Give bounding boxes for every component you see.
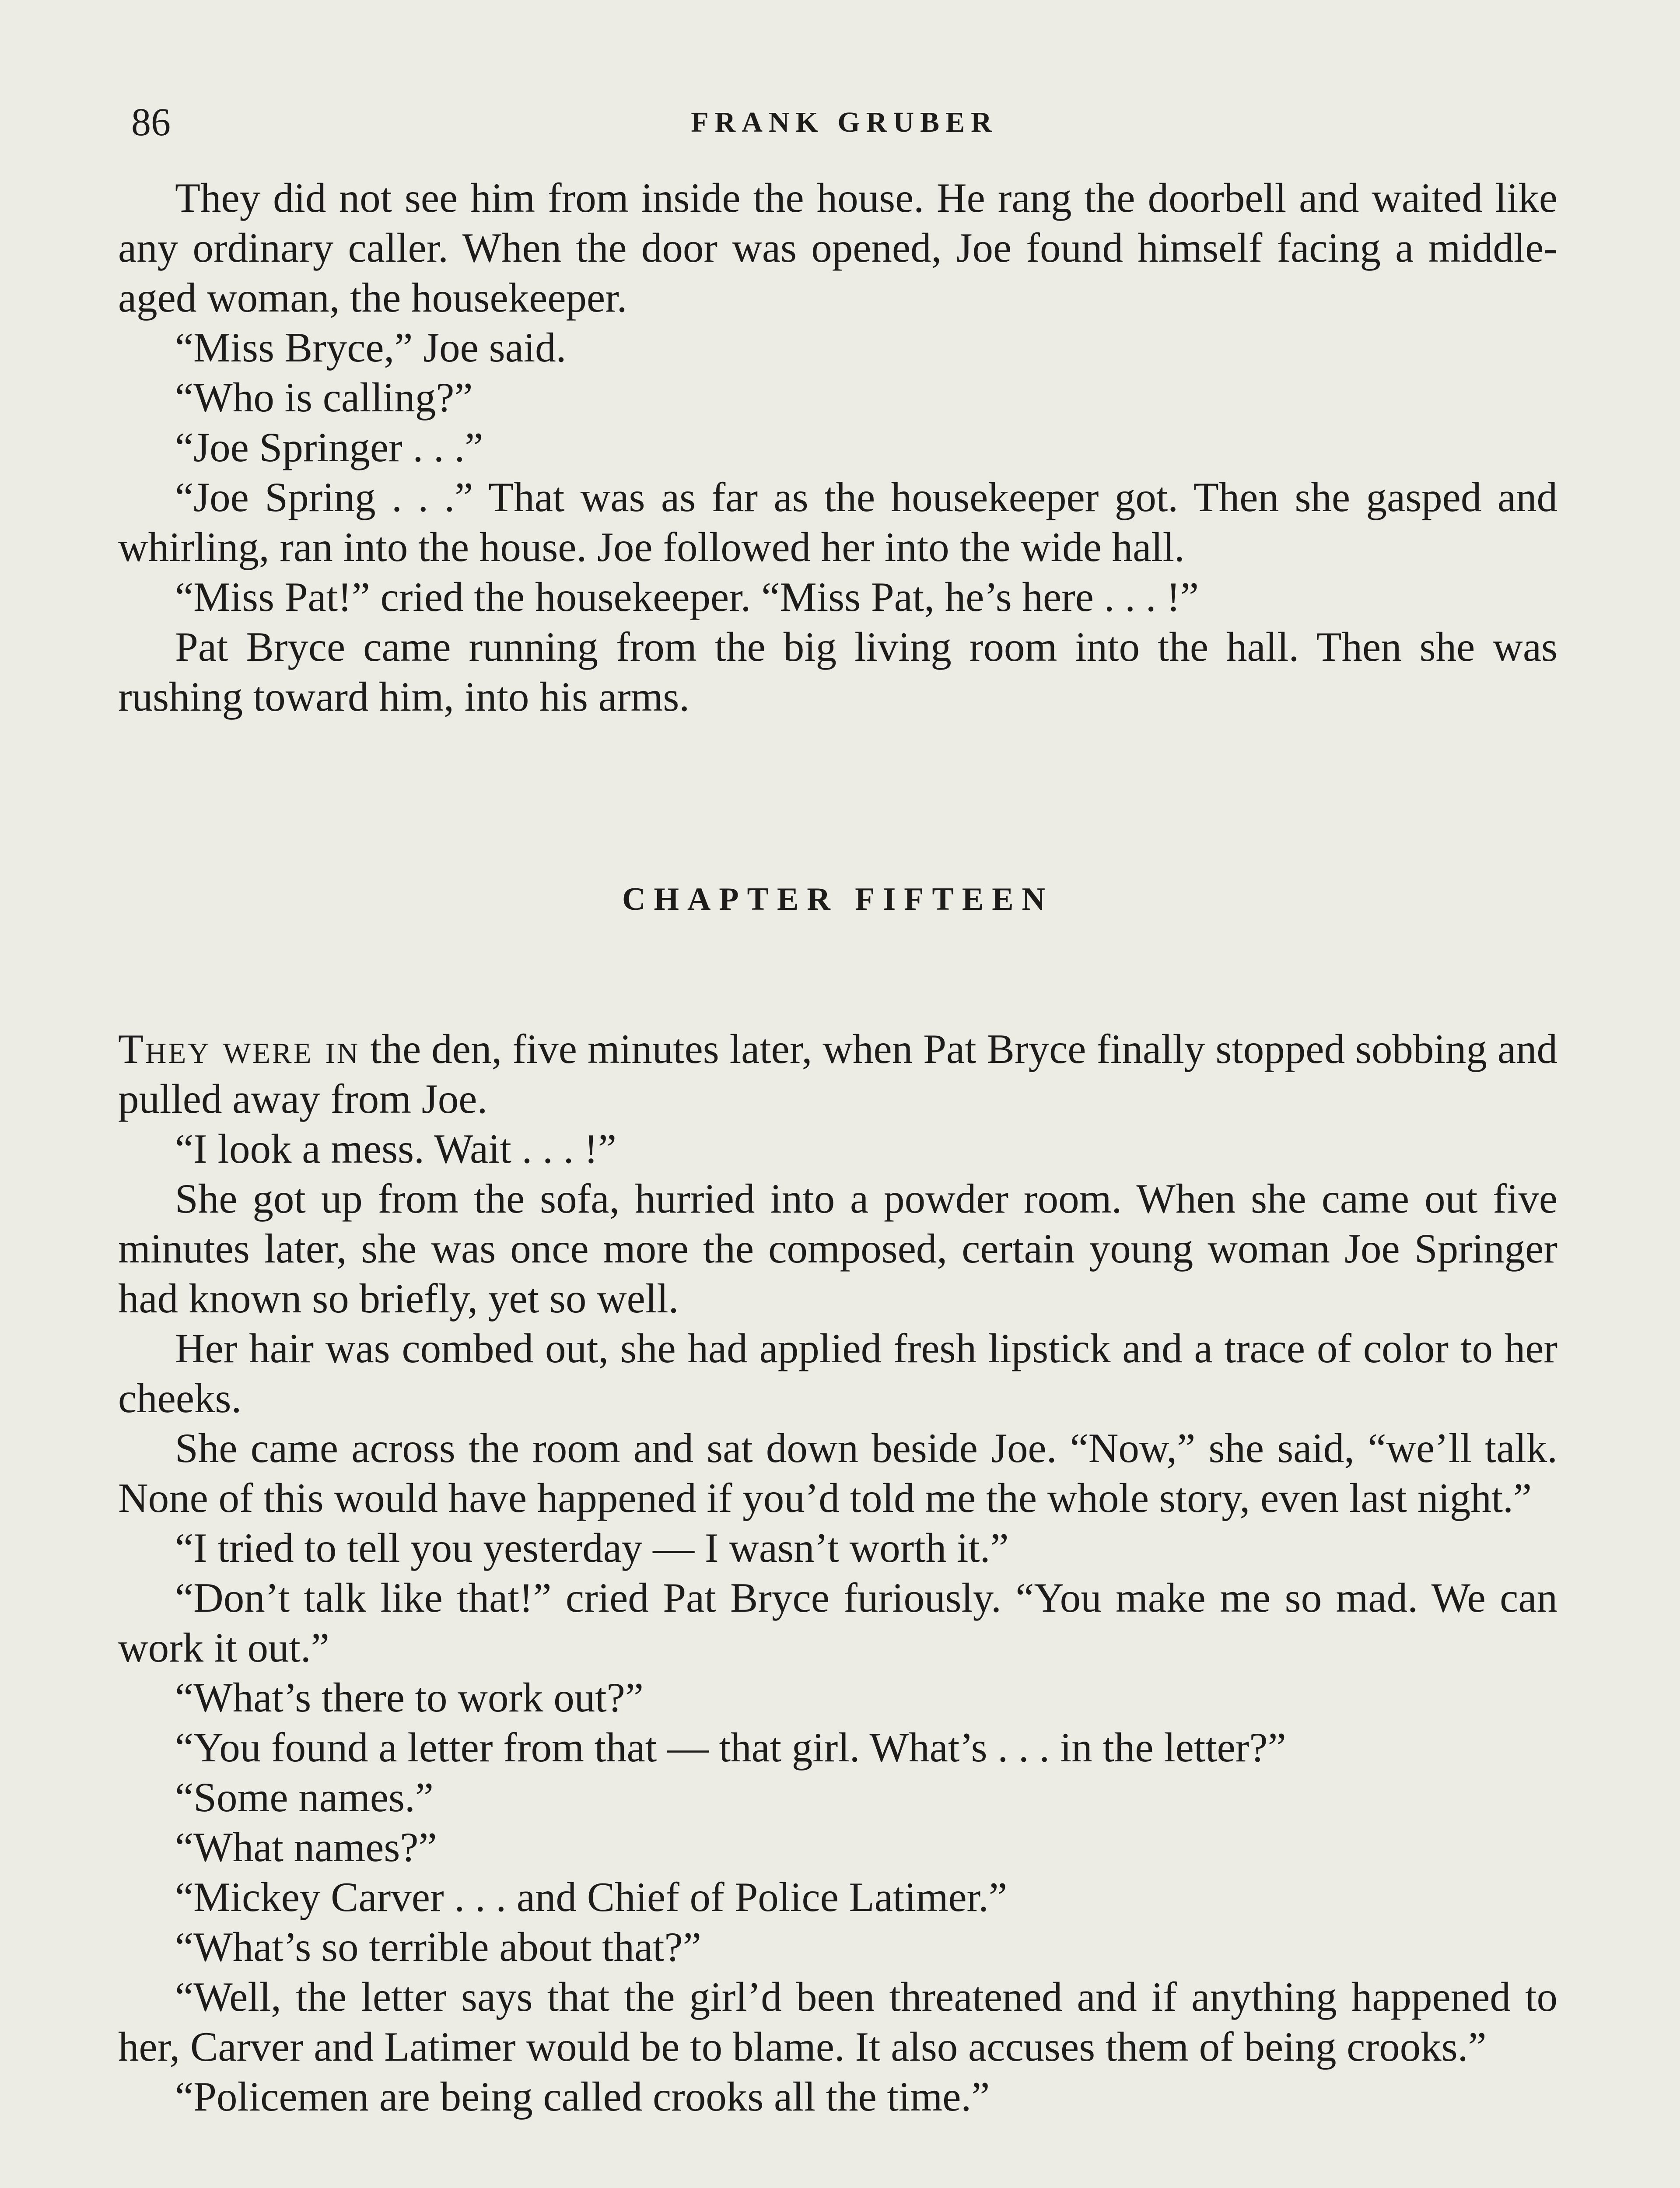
paragraph: “Well, the letter says that the girl’d been threatened and if anything happened to her, Carver and Latimer would be to blame. It also accuses them of being crooks.” <box>118 1974 1558 2070</box>
chapter-text <box>118 1024 1558 2121</box>
running-title: FRANK GRUBER <box>691 106 998 138</box>
paragraph: “Who is calling?” <box>175 374 473 421</box>
paragraph: “What’s there to work out?” <box>175 1674 644 1721</box>
paragraph: “I tried to tell you yesterday — I wasn’t worth it.” <box>175 1525 1009 1571</box>
paragraph: She got up from the sofa, hurried into a powder room. When she came out five minutes later, she was once more the composed, certain young woman Joe Springer had known so briefly, yet so well. <box>118 1175 1558 1322</box>
paragraph: Pat Bryce came running from the big living room into the hall. Then she was rushing toward him, into his arms. <box>118 624 1558 720</box>
paragraph: “You found a letter from that — that girl. What’s . . . in the letter?” <box>175 1724 1286 1771</box>
paragraph: She came across the room and sat down beside Joe. “Now,” she said, “we’ll talk. None of this would have happened if you’d told me the whole story, even last night.” <box>118 1425 1558 1521</box>
paragraph: “Joe Spring . . .” That was as far as the housekeeper got. Then she gasped and whirling, ran into the house. Joe followed her into the wide hall. <box>118 474 1558 570</box>
paragraph: “Some names.” <box>175 1774 434 1820</box>
chapter-heading: CHAPTER FIFTEEN <box>622 881 1054 917</box>
paragraph: “Don’t talk like that!” cried Pat Bryce furiously. “You make me so mad. We can work it out.” <box>118 1574 1558 1671</box>
paragraph: Her hair was combed out, she had applied fresh lipstick and a trace of color to her cheeks. <box>118 1325 1558 1421</box>
paragraph: “Miss Pat!” cried the housekeeper. “Miss Pat, he’s here . . . !” <box>175 574 1199 620</box>
running-head <box>131 94 1558 151</box>
chapter-lead-in: They were in <box>118 1026 360 1072</box>
paragraph: “Mickey Carver . . . and Chief of Police Latimer.” <box>175 1874 1007 1920</box>
chapter-opening-text: the den, five minutes later, when Pat Bryce finally stopped sobbing and pulled away from Joe. <box>118 1026 1558 1122</box>
paragraph: “What names?” <box>175 1824 437 1870</box>
section-one-text <box>118 173 1558 722</box>
paragraph: “Joe Springer . . .” <box>175 424 483 470</box>
page-number: 86 <box>131 101 171 144</box>
chapter-opening-paragraph <box>118 1024 1558 1124</box>
paragraph: “What’s so terrible about that?” <box>175 1924 701 1970</box>
paragraph: “I look a mess. Wait . . . !” <box>175 1126 616 1172</box>
paragraph: “Miss Bryce,” Joe said. <box>175 324 567 371</box>
paragraph: “Policemen are being called crooks all the time.” <box>175 2073 990 2120</box>
paragraph: They did not see him from inside the house. He rang the doorbell and waited like any ordinary caller. When the door was opened, Joe found himself facing a middle-aged woman, the housekeeper. <box>118 175 1558 321</box>
